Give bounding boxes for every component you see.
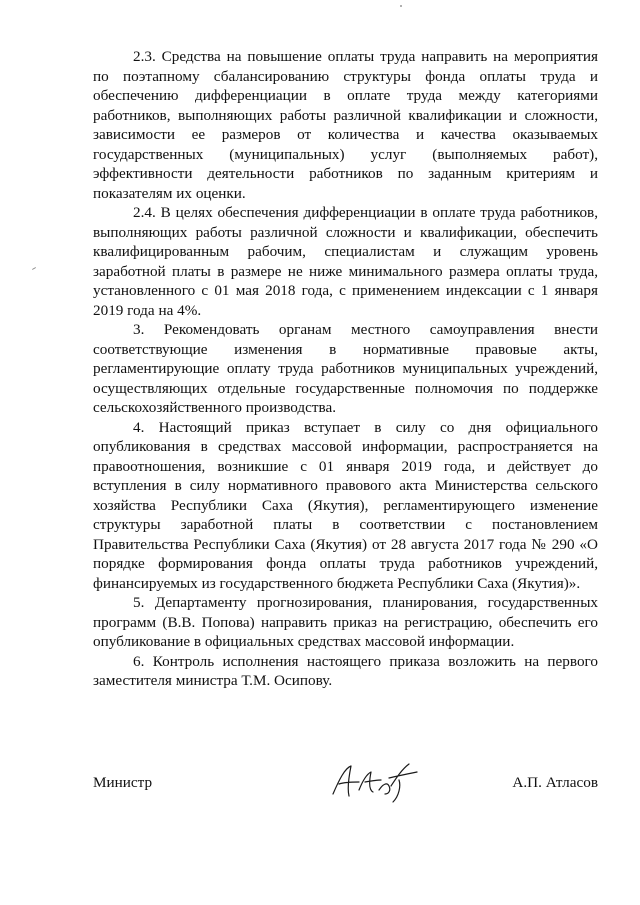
paragraph-2-3: 2.3. Средства на повышение оплаты труда направить на мероприятия по поэтапному сбалансированию структуры фонда оплаты труда и обеспечению дифференциации в оплате труда между категориями работников, выполняющих работы различной квалификации и сложности, зависимости ее размеров от количества и качества оказываемых государственных (муниципальных) услуг (выполняемых работ), эффективности деятельности работников по заданным критериям и показателям их оценки.: [93, 48, 598, 202]
signature-block: [93, 768, 598, 808]
paragraph-3: 3. Рекомендовать органам местного самоуправления внести соответствующие изменения в нормативные правовые акты, регламентирующие оплату труда работников муниципальных учреждений, осуществляющих отдельные государственные полномочия по поддержке сельскохозяйственного производства.: [93, 321, 598, 416]
scan-speck: [400, 5, 402, 7]
paragraph-2-4: 2.4. В целях обеспечения дифференциации в оплате труда работников, выполняющих работы различной сложности и квалификации, обеспечить квалифицированным рабочим, специалистам и служащим уровень заработной платы в размере не ниже минимального размера оплаты труда, установленного с 01 мая 2018 года, с применением индексации с 1 января 2019 года на 4%.: [93, 204, 598, 319]
paragraph-6: 6. Контроль исполнения настоящего приказа возложить на первого заместителя министра Т.М. Осипову.: [93, 652, 598, 689]
signatory-name: А.П. Атласов: [512, 774, 598, 791]
signatory-title: Министр: [93, 774, 153, 791]
scan-mark: [32, 267, 36, 270]
handwritten-signature: [329, 760, 421, 804]
document-body: [93, 47, 598, 691]
paragraph-4: 4. Настоящий приказ вступает в силу со дня официального опубликования в средствах массовой информации, распространяется на правоотношения, возникшие с 01 января 2019 года, и действует до вступления в силу нормативного правового акта Министерства сельского хозяйства Республики Саха (Якутия), регламентирующего изменение структуры заработной платы в соответствии с постановлением Правительства Республики Саха (Якутия) от 28 августа 2017 года № 290 «О порядке формирования фонда оплаты труда работников учреждений, финансируемых из государственного бюджета Республики Саха (Якутия)».: [93, 418, 598, 592]
paragraph-5: 5. Департаменту прогнозирования, планирования, государственных программ (В.В. Попова) направить приказ на регистрацию, обеспечить его опубликование в официальных средствах массовой информации.: [93, 594, 598, 650]
